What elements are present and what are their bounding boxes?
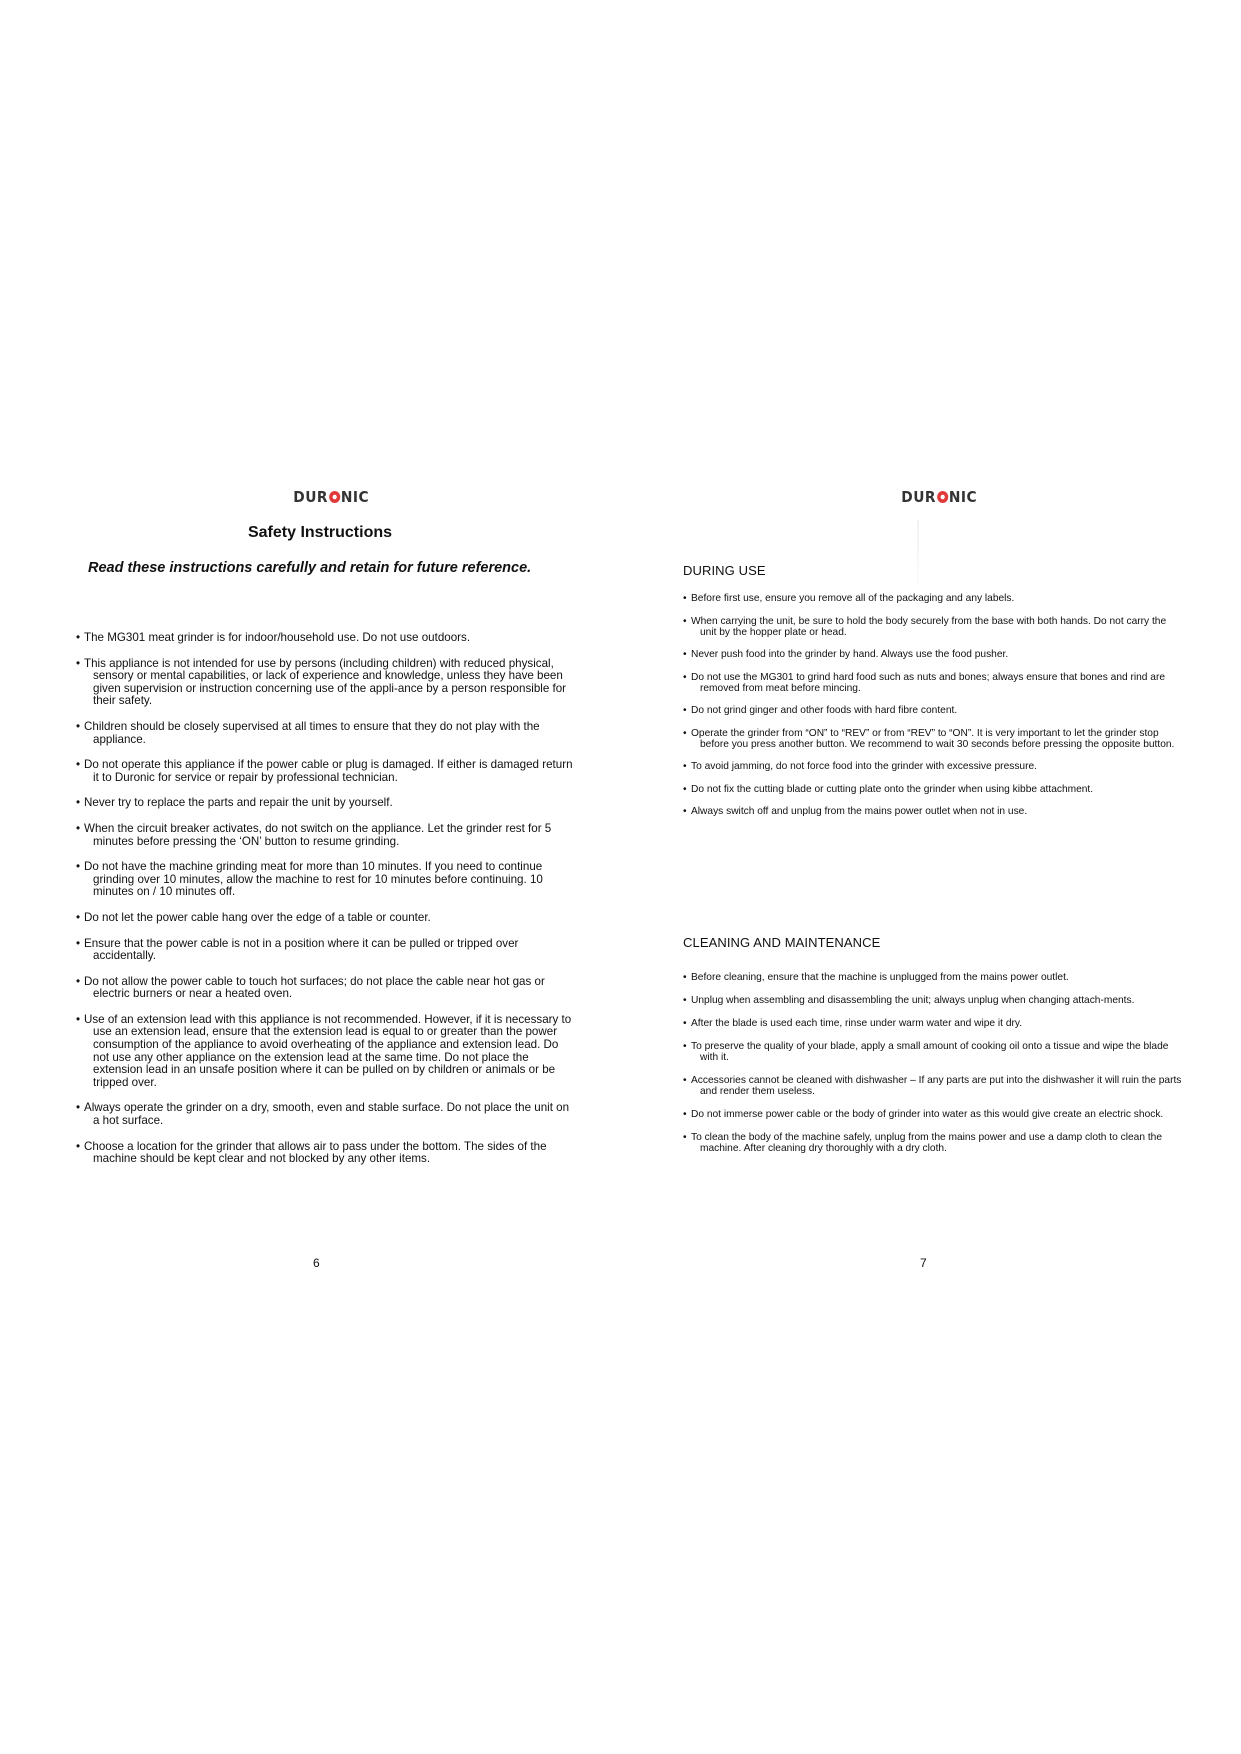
list-item: • Children should be closely supervised at all times to ensure that they do not play with the appliance. <box>76 719 540 746</box>
during-use-list <box>683 593 1183 829</box>
list-item: • Never push food into the grinder by hand. Always use the food pusher. <box>683 649 1009 660</box>
bullet-icon: • <box>76 936 81 950</box>
cleaning-list <box>683 972 1183 1166</box>
bullet-icon: • <box>683 727 687 739</box>
bullet-icon: • <box>76 758 81 772</box>
bullet-icon: • <box>683 972 687 983</box>
duronic-logo <box>901 488 977 506</box>
bullet-icon: • <box>76 1101 81 1115</box>
list-item: • Use of an extension lead with this appliance is not recommended. However, if it is necessary to use an extension lead, ensure that the extension lead is equal to or greater than the power consumption of the appliance to avoid overheating of the appliance and extension lead. Do not use any other appliance on the extension lead at the same time. Do not place the extension lead in an unsafe position where it can be pulled on by children or animals or be tripped over. <box>76 1012 572 1089</box>
scan-artifact <box>917 520 919 584</box>
list-item: • After the blade is used each time, rinse under warm water and wipe it dry. <box>683 1018 1023 1029</box>
bullet-icon: • <box>76 821 81 835</box>
list-item: • Choose a location for the grinder that allows air to pass under the bottom. The sides of the machine should be kept clear and not blocked by any other items. <box>76 1139 547 1166</box>
list-item: • Do not have the machine grinding meat for more than 10 minutes. If you need to continue grinding over 10 minutes, allow the machine to rest for 10 minutes before continuing. 10 minutes on / 10 minutes off. <box>76 860 543 899</box>
page-number: 7 <box>920 1256 927 1270</box>
bullet-icon: • <box>76 631 81 644</box>
page-right <box>620 0 1241 1754</box>
page-left <box>0 0 620 1754</box>
list-item: • Before cleaning, ensure that the machine is unplugged from the mains power outlet. <box>683 972 1069 983</box>
list-item: • To clean the body of the machine safely, unplug from the mains power and use a damp cloth to clean the machine. After cleaning dry thoroughly with a dry cloth. <box>683 1132 1162 1154</box>
list-item: • Unplug when assembling and disassembling the unit; always unplug when changing attach-ments. <box>683 995 1135 1006</box>
duronic-logo <box>293 488 369 506</box>
list-item: • Do not operate this appliance if the power cable or plug is damaged. If either is damaged return it to Duronic for service or repair by professional technician. <box>76 758 573 784</box>
list-item: • Do not fix the cutting blade or cutting plate onto the grinder when using kibbe attachment. <box>683 783 1094 795</box>
bullet-icon: • <box>683 806 687 817</box>
bullet-icon: • <box>683 995 687 1006</box>
bullet-icon: • <box>683 615 687 627</box>
bullet-icon: • <box>683 705 687 716</box>
bullet-icon: • <box>76 1012 81 1026</box>
bullet-icon: • <box>76 974 81 988</box>
bullet-icon: • <box>76 719 81 733</box>
list-item: • Ensure that the power cable is not in a position where it can be pulled or tripped over accidentally. <box>76 936 519 963</box>
list-item: • Do not let the power cable hang over the edge of a table or counter. <box>76 910 431 924</box>
bullet-icon: • <box>683 761 687 772</box>
bullet-icon: • <box>76 656 81 670</box>
bullet-icon: • <box>683 649 687 660</box>
list-item: • Before first use, ensure you remove all of the packaging and any labels. <box>683 593 1015 604</box>
bullet-icon: • <box>683 671 687 683</box>
logo-text-right: NIC <box>340 488 370 506</box>
bullet-icon: • <box>683 783 687 795</box>
list-item: • Do not grind ginger and other foods with hard fibre content. <box>683 705 958 716</box>
list-item: • Do not immerse power cable or the body of grinder into water as this would give create an electric shock. <box>683 1109 1164 1120</box>
list-item: • Do not allow the power cable to touch hot surfaces; do not place the cable near hot gas or electric burners or near a heated oven. <box>76 974 545 1001</box>
list-item: • This appliance is not intended for use by persons (including children) with reduced physical, sensory or mental capabilities, or lack of experience and knowledge, unless they have been given supervision or instruction concerning use of the appli-ance by a person responsible for their safety. <box>76 656 567 708</box>
during-use-heading: DURING USE <box>683 563 766 578</box>
list-item: • Always operate the grinder on a dry, smooth, even and stable surface. Do not place the unit on a hot surface. <box>76 1101 570 1128</box>
list-item: • To avoid jamming, do not force food into the grinder with excessive pressure. <box>683 761 1037 772</box>
list-item: • Accessories cannot be cleaned with dishwasher – If any parts are put into the dishwasher it will ruin the parts and render them useless. <box>683 1075 1182 1097</box>
logo-text-left: DUR <box>293 488 328 506</box>
page-subtitle: Read these instructions carefully and retain for future reference. <box>88 560 532 576</box>
logo-o-mark-icon <box>329 491 340 503</box>
safety-list <box>76 632 576 1179</box>
bullet-icon: • <box>683 1018 687 1029</box>
bullet-icon: • <box>683 1109 687 1120</box>
list-item: • To preserve the quality of your blade, apply a small amount of cooking oil onto a tissue and wipe the blade with it. <box>683 1041 1169 1063</box>
bullet-icon: • <box>683 593 687 604</box>
list-item: • When the circuit breaker activates, do not switch on the appliance. Let the grinder rest for 5 minutes before pressing the ‘ON’ button to resume grinding. <box>76 821 552 848</box>
page-number: 6 <box>313 1256 320 1270</box>
list-item: • The MG301 meat grinder is for indoor/household use. Do not use outdoors. <box>76 631 471 644</box>
bullet-icon: • <box>76 796 81 810</box>
bullet-icon: • <box>76 910 81 924</box>
list-item: • Always switch off and unplug from the mains power outlet when not in use. <box>683 806 1028 817</box>
list-item: • Operate the grinder from “ON” to “REV” or from “REV” to “ON”. It is very important to let the grinder stop before you press another button. We recommend to wait 30 seconds before pressing the opposite button. <box>683 727 1175 750</box>
cleaning-heading: CLEANING AND MAINTENANCE <box>683 935 881 950</box>
bullet-icon: • <box>76 860 81 874</box>
list-item: • Never try to replace the parts and repair the unit by yourself. <box>76 796 393 810</box>
logo-text-right: NIC <box>948 488 978 506</box>
list-item: • When carrying the unit, be sure to hold the body securely from the base with both hands. Do not carry the unit by the hopper plate or head. <box>683 615 1167 638</box>
logo-o-mark-icon <box>937 491 948 503</box>
bullet-icon: • <box>683 1132 687 1143</box>
bullet-icon: • <box>683 1075 687 1086</box>
bullet-icon: • <box>76 1139 81 1153</box>
bullet-icon: • <box>683 1041 687 1052</box>
list-item: • Do not use the MG301 to grind hard food such as nuts and bones; always ensure that bones and rind are removed from meat before mincing. <box>683 671 1166 694</box>
page-title: Safety Instructions <box>247 524 393 541</box>
logo-text-left: DUR <box>901 488 936 506</box>
